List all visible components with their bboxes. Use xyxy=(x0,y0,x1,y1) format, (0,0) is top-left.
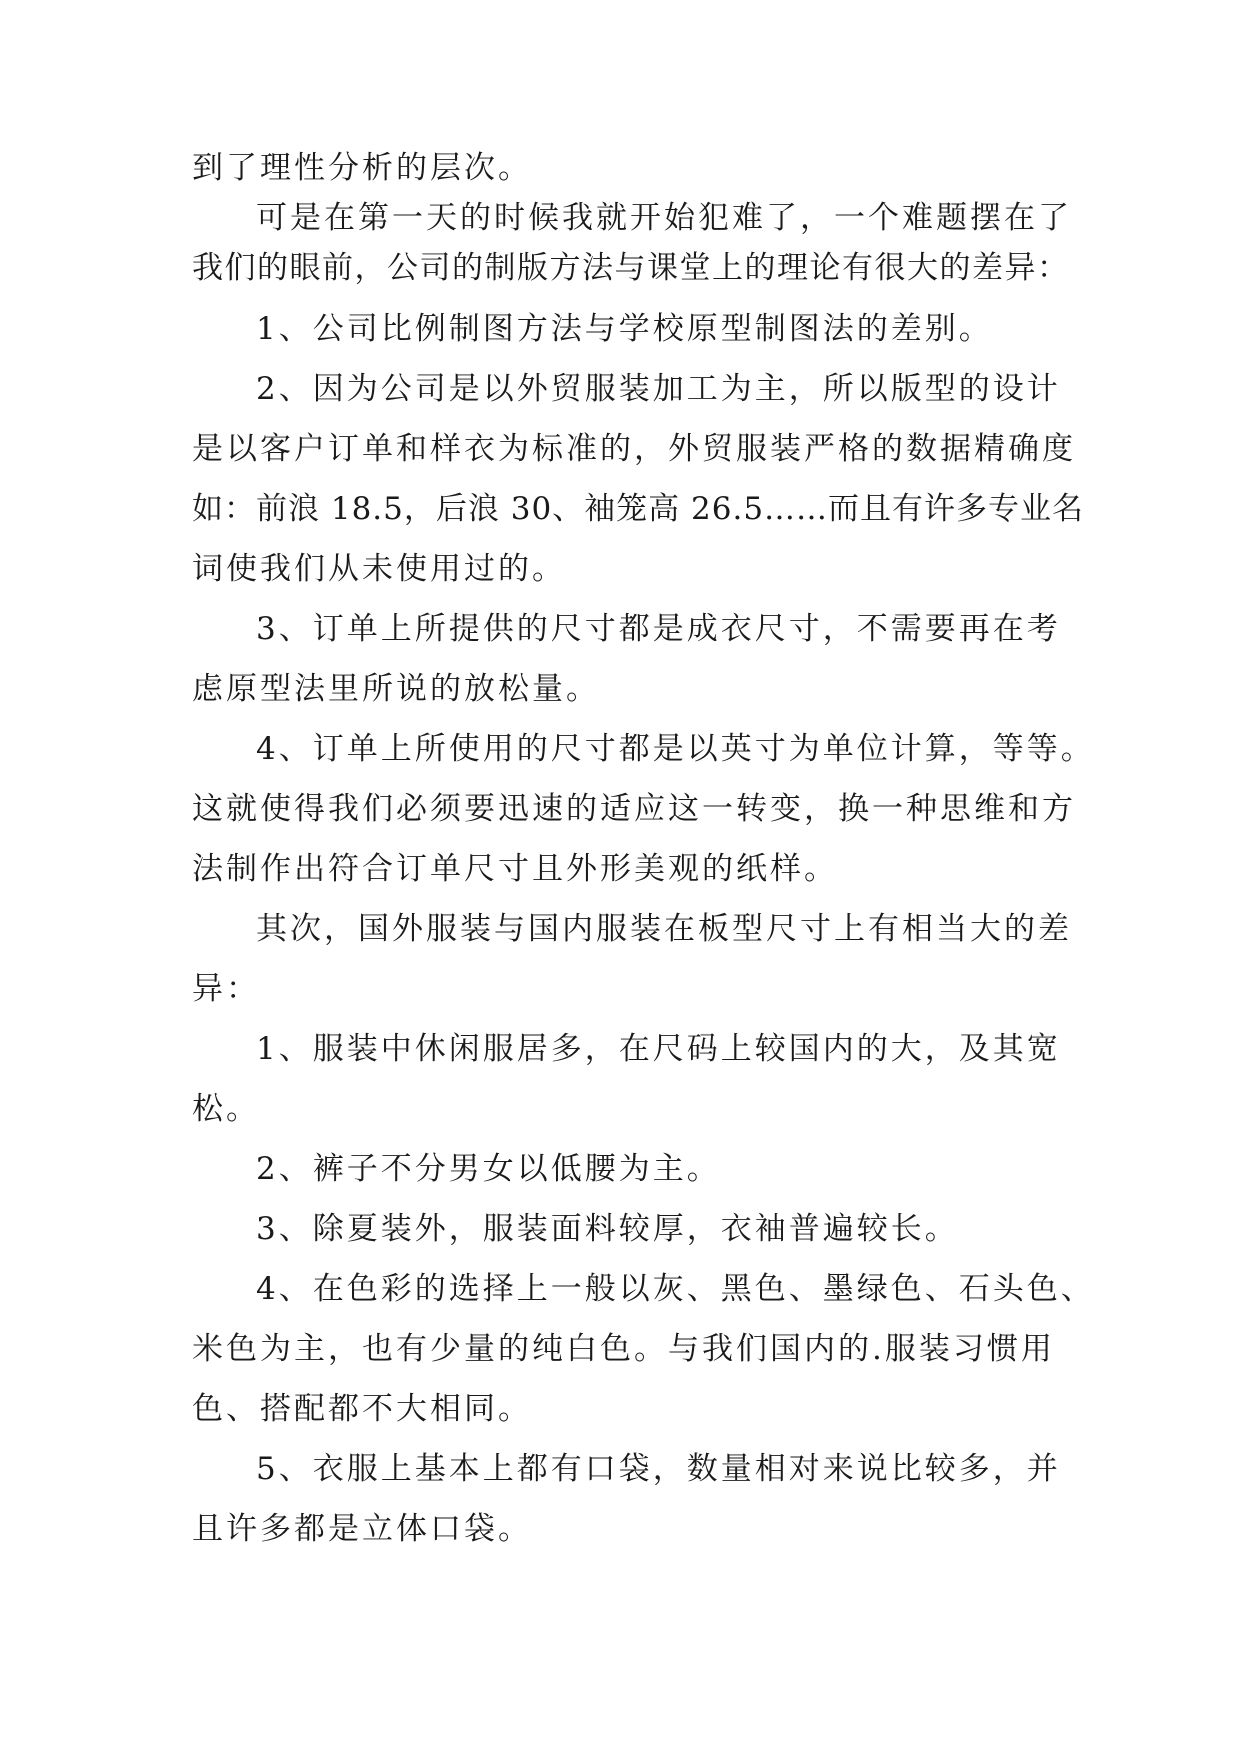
text-line: 3、除夏装外，服装面料较厚，衣袖普遍较长。 xyxy=(256,1211,959,1247)
text-line: 我们的眼前，公司的制版方法与课堂上的理论有很大的差异： xyxy=(192,250,1070,286)
text-line: 色、搭配都不大相同。 xyxy=(192,1391,532,1427)
text-line: 这就使得我们必须要迅速的适应这一转变，换一种思维和方 xyxy=(192,791,1076,827)
text-line: 可是在第一天的时候我就开始犯难了，一个难题摆在了 xyxy=(256,200,1072,236)
text-line: 虑原型法里所说的放松量。 xyxy=(192,671,600,707)
text-line: 1、服装中休闲服居多，在尺码上较国内的大，及其宽 xyxy=(256,1031,1061,1067)
text-line: 米色为主，也有少量的纯白色。与我们国内的.服装习惯用 xyxy=(192,1331,1055,1367)
text-line: 其次，国外服装与国内服装在板型尺寸上有相当大的差 xyxy=(256,911,1072,947)
text-line: 异： xyxy=(192,971,260,1007)
text-line: 法制作出符合订单尺寸且外形美观的纸样。 xyxy=(192,851,838,887)
text-line: 松。 xyxy=(192,1091,260,1127)
text-line: 2、裤子不分男女以低腰为主。 xyxy=(256,1151,721,1187)
text-line: 5、衣服上基本上都有口袋，数量相对来说比较多，并 xyxy=(256,1451,1061,1487)
text-line: 如：前浪 18.5，后浪 30、袖笼高 26.5……而且有许多专业名 xyxy=(192,491,1085,527)
text-line: 且许多都是立体口袋。 xyxy=(192,1511,532,1547)
text-line: 词使我们从未使用过的。 xyxy=(192,551,566,587)
text-line: 3、订单上所提供的尺寸都是成衣尺寸，不需要再在考 xyxy=(256,611,1061,647)
text-line: 4、在色彩的选择上一般以灰、黑色、墨绿色、石头色、 xyxy=(256,1271,1095,1307)
text-line: 4、订单上所使用的尺寸都是以英寸为单位计算，等等。 xyxy=(256,731,1095,767)
text-line: 到了理性分析的层次。 xyxy=(192,150,532,186)
text-line: 1、公司比例制图方法与学校原型制图法的差别。 xyxy=(256,311,993,347)
text-line: 是以客户订单和样衣为标准的，外贸服装严格的数据精确度 xyxy=(192,431,1076,467)
text-line: 2、因为公司是以外贸服装加工为主，所以版型的设计 xyxy=(256,371,1061,407)
